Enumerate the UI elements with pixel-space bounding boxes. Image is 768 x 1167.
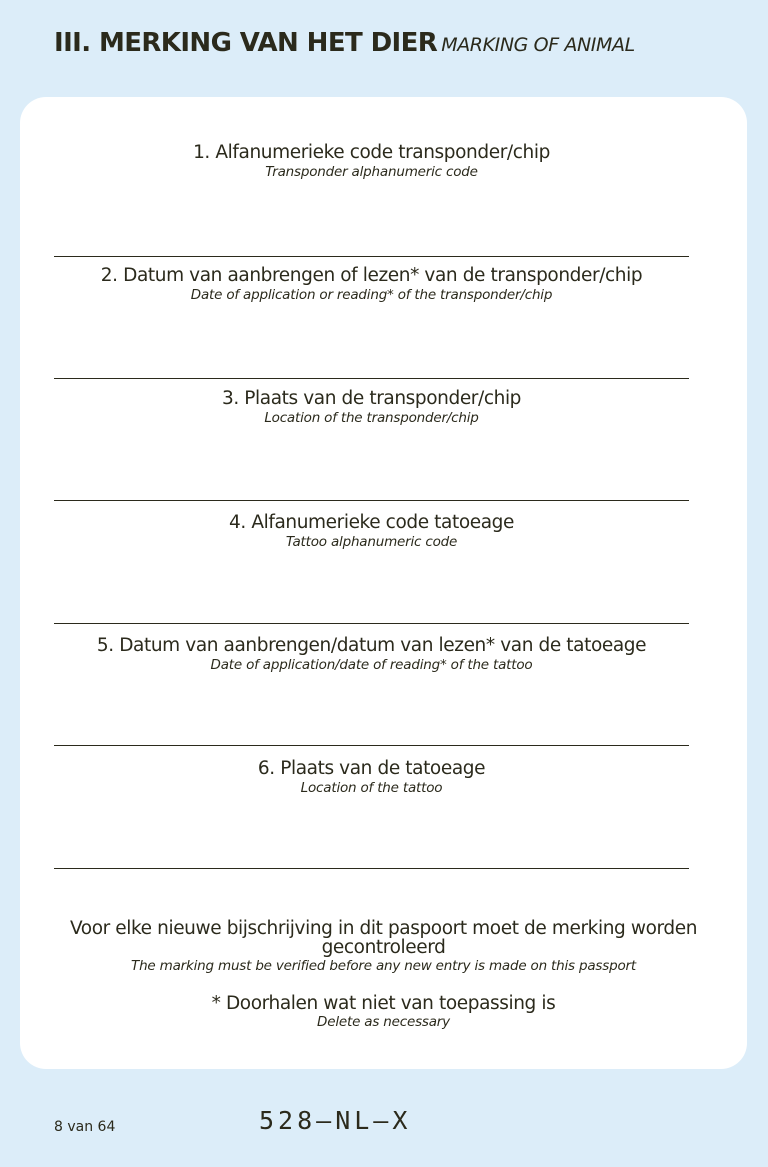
field-entry-line <box>54 745 689 746</box>
section-heading <box>54 28 635 58</box>
verification-note-en: The marking must be verified before any new entry is made on this passport <box>131 958 636 974</box>
field-label-nl: 1. Alfanumerieke code transponder/chip <box>193 142 550 163</box>
field-tattoo-date[interactable] <box>54 634 689 674</box>
verification-note-nl: Voor elke nieuwe bijschrijving in dit paspoort moet de merking worden gecontroleerd <box>69 918 698 958</box>
field-label-en: Transponder alphanumeric code <box>265 164 478 180</box>
field-entry-line <box>54 500 689 501</box>
marking-form-card <box>20 97 747 1069</box>
field-label-nl: 4. Alfanumerieke code tatoeage <box>229 512 514 533</box>
field-label-en: Location of the tattoo <box>300 780 443 796</box>
delete-footnote-nl: * Doorhalen wat niet van toepassing is <box>211 993 556 1014</box>
delete-footnote-en: Delete as necessary <box>317 1014 450 1030</box>
section-title-nl: III. MERKING VAN HET DIER <box>54 28 438 58</box>
field-label-nl: 3. Plaats van de transponder/chip <box>221 388 522 409</box>
field-label-nl: 6. Plaats van de tatoeage <box>257 758 486 779</box>
section-title-en: MARKING OF ANIMAL <box>441 34 635 56</box>
field-transponder-code[interactable] <box>54 141 689 181</box>
field-label-en: Date of application/date of reading* of the tattoo <box>210 657 533 673</box>
field-label-en: Tattoo alphanumeric code <box>285 534 458 550</box>
delete-footnote <box>54 994 713 1032</box>
verification-note <box>54 919 713 976</box>
field-transponder-location[interactable] <box>54 387 689 427</box>
field-label-nl: 5. Datum van aanbrengen/datum van lezen* van de tatoeage <box>96 635 647 656</box>
field-label-en: Location of the transponder/chip <box>264 410 479 426</box>
field-tattoo-location[interactable] <box>54 757 689 797</box>
field-entry-line <box>54 256 689 257</box>
field-label-en: Date of application or reading* of the transponder/chip <box>190 287 553 303</box>
page-number: 8 van 64 <box>54 1119 116 1135</box>
field-entry-line <box>54 623 689 624</box>
passport-code: 528–NL–X <box>259 1106 412 1135</box>
field-label-nl: 2. Datum van aanbrengen of lezen* van de transponder/chip <box>100 265 643 286</box>
field-tattoo-code[interactable] <box>54 511 689 551</box>
field-transponder-date[interactable] <box>54 264 689 304</box>
field-entry-line <box>54 378 689 379</box>
field-entry-line <box>54 868 689 869</box>
